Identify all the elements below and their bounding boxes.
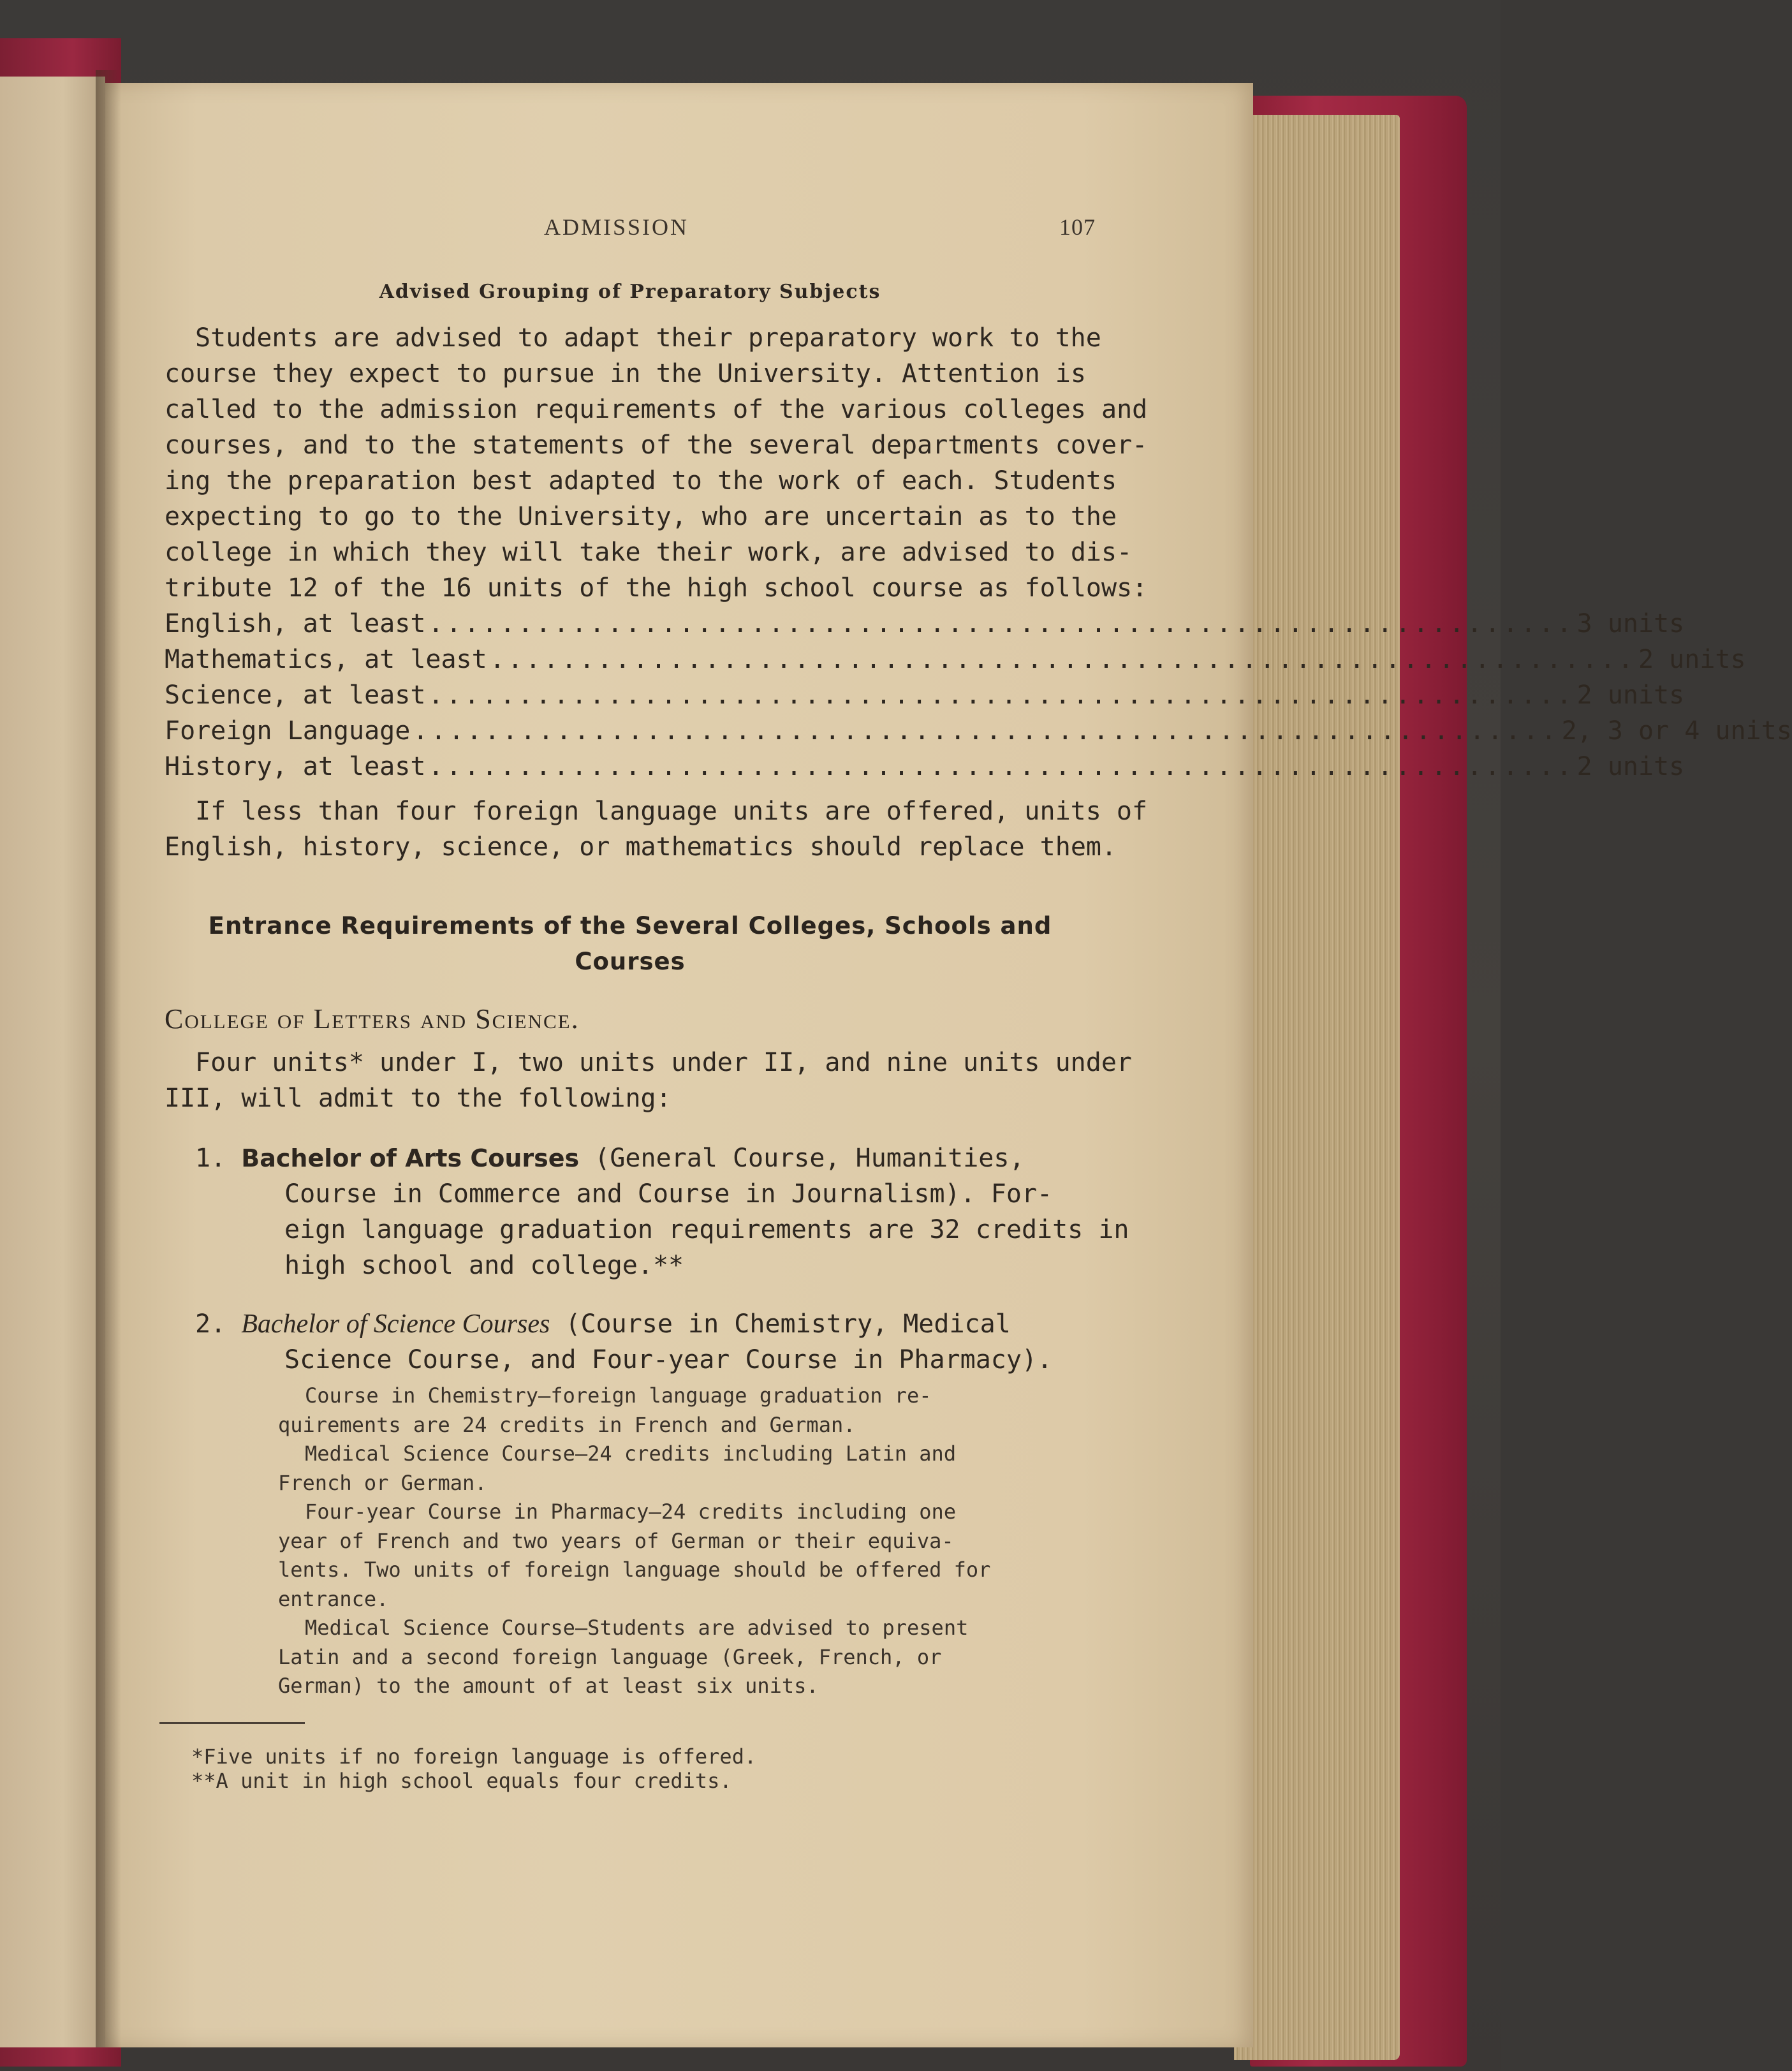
running-head-title: ADMISSION xyxy=(544,214,689,240)
item-bachelor-of-science xyxy=(165,1306,1096,1378)
text-line: called to the admission requirements of the various colleges and xyxy=(165,395,1148,424)
book-gutter xyxy=(96,70,121,2047)
item-label: Bachelor of Science Courses xyxy=(241,1309,550,1339)
leader-dots: ................................................................ xyxy=(413,716,1559,746)
section-title-preparatory: Advised Grouping of Preparatory Subjects xyxy=(379,281,881,303)
text-line: ing the preparation best adapted to the work of each. Students xyxy=(165,466,1117,496)
text-line: Science Course, and Four-year Course in Pharmacy). xyxy=(284,1345,1053,1375)
text-line: Course in Chemistry—foreign language graduation re- xyxy=(305,1383,932,1408)
text-line: German) to the amount of at least six units. xyxy=(278,1674,819,1698)
units-row-mathematics xyxy=(165,642,1746,677)
footnote-rule xyxy=(159,1722,305,1724)
text-line: year of French and two years of German or their equiva- xyxy=(278,1528,954,1553)
intro-paragraph xyxy=(165,320,1148,606)
footnotes xyxy=(191,1744,957,1793)
units-subject: History, at least xyxy=(165,752,426,781)
text-line: (Course in Chemistry, Medical xyxy=(550,1309,1011,1339)
text-line: Latin and a second foreign language (Greek, French, or xyxy=(278,1644,942,1669)
title-line: Courses xyxy=(575,948,686,975)
text-line: high school and college.** xyxy=(284,1251,684,1280)
leader-dots: ................................................................ xyxy=(428,609,1575,638)
footnote: **A unit in high school equals four credits. xyxy=(191,1769,732,1793)
text-line: courses, and to the statements of the several departments cover- xyxy=(165,431,1148,460)
left-page xyxy=(0,77,105,2047)
title-line: Entrance Requirements of the Several Colleges, Schools and xyxy=(208,912,1052,940)
units-row-english xyxy=(165,606,1685,642)
text-line: III, will admit to the following: xyxy=(165,1084,672,1113)
admit-paragraph xyxy=(165,1045,1133,1116)
units-row-science xyxy=(165,677,1685,713)
college-heading: College of Letters and Science. xyxy=(165,1003,580,1035)
units-row-history xyxy=(165,749,1685,785)
text-line: college in which they will take their work, are advised to dis- xyxy=(165,538,1133,567)
section-title-entrance-requirements xyxy=(165,908,1096,980)
text-line: lents. Two units of foreign language should be offered for xyxy=(278,1558,991,1582)
page-edges xyxy=(1234,115,1400,2060)
text-line: French or German. xyxy=(278,1470,487,1495)
page-number: 107 xyxy=(1059,214,1096,240)
units-subject: Mathematics, at least xyxy=(165,645,487,674)
text-line: entrance. xyxy=(278,1586,389,1611)
item-number: 1. xyxy=(195,1144,226,1173)
text-line: (General Course, Humanities, xyxy=(579,1144,1025,1173)
text-line: eign language graduation requirements are 32 credits in xyxy=(284,1215,1129,1244)
text-line: Four units* under I, two units under II, and nine units under xyxy=(195,1048,1133,1077)
text-line: Students are advised to adapt their preparatory work to the xyxy=(195,323,1101,353)
text-line: tribute 12 of the 16 units of the high school course as follows: xyxy=(165,573,1148,603)
units-subject: Science, at least xyxy=(165,681,426,710)
leader-dots: ................................................................ xyxy=(489,645,1636,674)
units-amount: 3 units xyxy=(1576,609,1685,638)
footnote: *Five units if no foreign language is offered. xyxy=(191,1744,757,1769)
text-line: Four-year Course in Pharmacy—24 credits including one xyxy=(305,1500,957,1524)
text-line: English, history, science, or mathematics should replace them. xyxy=(165,832,1117,862)
text-line: Course in Commerce and Course in Journalism). For- xyxy=(284,1179,1053,1209)
text-line: Medical Science Course—Students are advised to present xyxy=(305,1616,969,1640)
running-head xyxy=(165,214,1096,246)
units-row-foreign-language xyxy=(165,713,1792,749)
item-bachelor-of-arts xyxy=(165,1140,1129,1283)
leader-dots: ................................................................ xyxy=(428,752,1575,781)
note-medical-science-languages xyxy=(278,1614,1096,1701)
units-subject: English, at least xyxy=(165,609,426,638)
text-line: Medical Science Course—24 credits including Latin and xyxy=(305,1441,957,1466)
language-note-paragraph xyxy=(165,793,1148,865)
text-line: If less than four foreign language units are offered, units of xyxy=(195,797,1148,826)
units-amount: 2, 3 or 4 units xyxy=(1561,716,1792,746)
units-amount: 2 units xyxy=(1638,645,1746,674)
item-number: 2. xyxy=(195,1309,226,1339)
text-line: expecting to go to the University, who are uncertain as to the xyxy=(165,502,1117,531)
units-subject: Foreign Language xyxy=(165,716,411,746)
item-label: Bachelor of Arts Courses xyxy=(241,1144,580,1172)
text-line: course they expect to pursue in the University. Attention is xyxy=(165,359,1086,388)
units-amount: 2 units xyxy=(1576,752,1685,781)
note-pharmacy xyxy=(278,1498,1096,1614)
note-chemistry xyxy=(278,1382,1096,1440)
units-amount: 2 units xyxy=(1576,681,1685,710)
note-medical-science xyxy=(278,1440,1096,1498)
text-line: quirements are 24 credits in French and German. xyxy=(278,1412,856,1437)
leader-dots: ................................................................ xyxy=(428,681,1575,710)
